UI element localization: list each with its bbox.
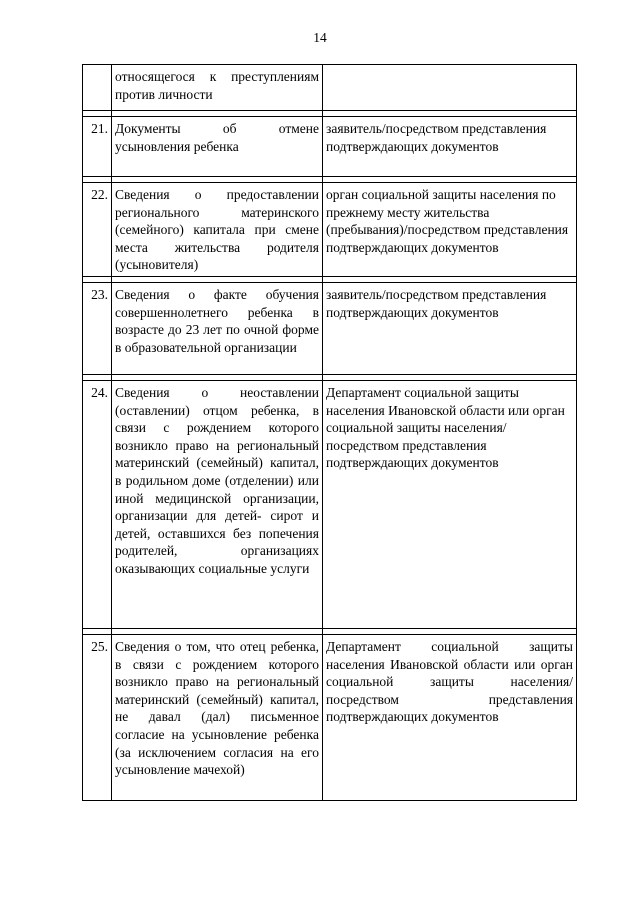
row-number	[83, 65, 112, 111]
row-number: 21.	[83, 117, 112, 177]
row-number: 24.	[83, 380, 112, 628]
row-source: Департамент социальной защиты населения Ивановской области или орган социальной защиты населения/посредством представления подтверждающих документов	[323, 634, 577, 800]
row-number: 23.	[83, 282, 112, 374]
row-source: Департамент социальной защиты населения Ивановской области или орган социальной защиты населения/посредством представления подтверждающих документов	[323, 380, 577, 628]
row-source: заявитель/посредством представления подтверждающих документов	[323, 282, 577, 374]
row-number: 22.	[83, 183, 112, 277]
row-document-name: Сведения о предоставлении регионального материнского (семейного) капитала при смене места жительства родителя (усыновителя)	[112, 183, 323, 277]
table-row	[83, 380, 577, 628]
row-document-name: Сведения о неоставлении (оставлении) отцом ребенка, в связи с рождением которого возникло право на региональный материнский (семейный) капитал, в родильном доме (отделении) или иной медицинской организации, организации для детей- сирот и детей, оставшихся без попечения родителей, организациях оказывающих социальные услуги	[112, 380, 323, 628]
row-source: заявитель/посредством представления подтверждающих документов	[323, 117, 577, 177]
table-row	[83, 117, 577, 177]
table-row	[83, 65, 577, 111]
table-row	[83, 183, 577, 277]
table-row	[83, 282, 577, 374]
row-document-name: Документы об отмене усыновления ребенка	[112, 117, 323, 177]
table-row	[83, 634, 577, 800]
row-document-name: Сведения о факте обучения совершеннолетнего ребенка в возрасте до 23 лет по очной форме в образовательной организации	[112, 282, 323, 374]
documents-table	[82, 64, 577, 801]
row-source	[323, 65, 577, 111]
page-number: 14	[313, 30, 327, 45]
row-source: орган социальной защиты населения по прежнему месту жительства (пребывания)/посредством представления подтверждающих документов	[323, 183, 577, 277]
row-number: 25.	[83, 634, 112, 800]
row-document-name: относящегося к преступлениям против личности	[112, 65, 323, 111]
row-document-name: Сведения о том, что отец ребенка, в связи с рождением которого возникло право на региональный материнский (семейный) капитал, не давал (дал) письменное согласие на усыновление ребенка (за исключением согласия на его усыновление мачехой)	[112, 634, 323, 800]
